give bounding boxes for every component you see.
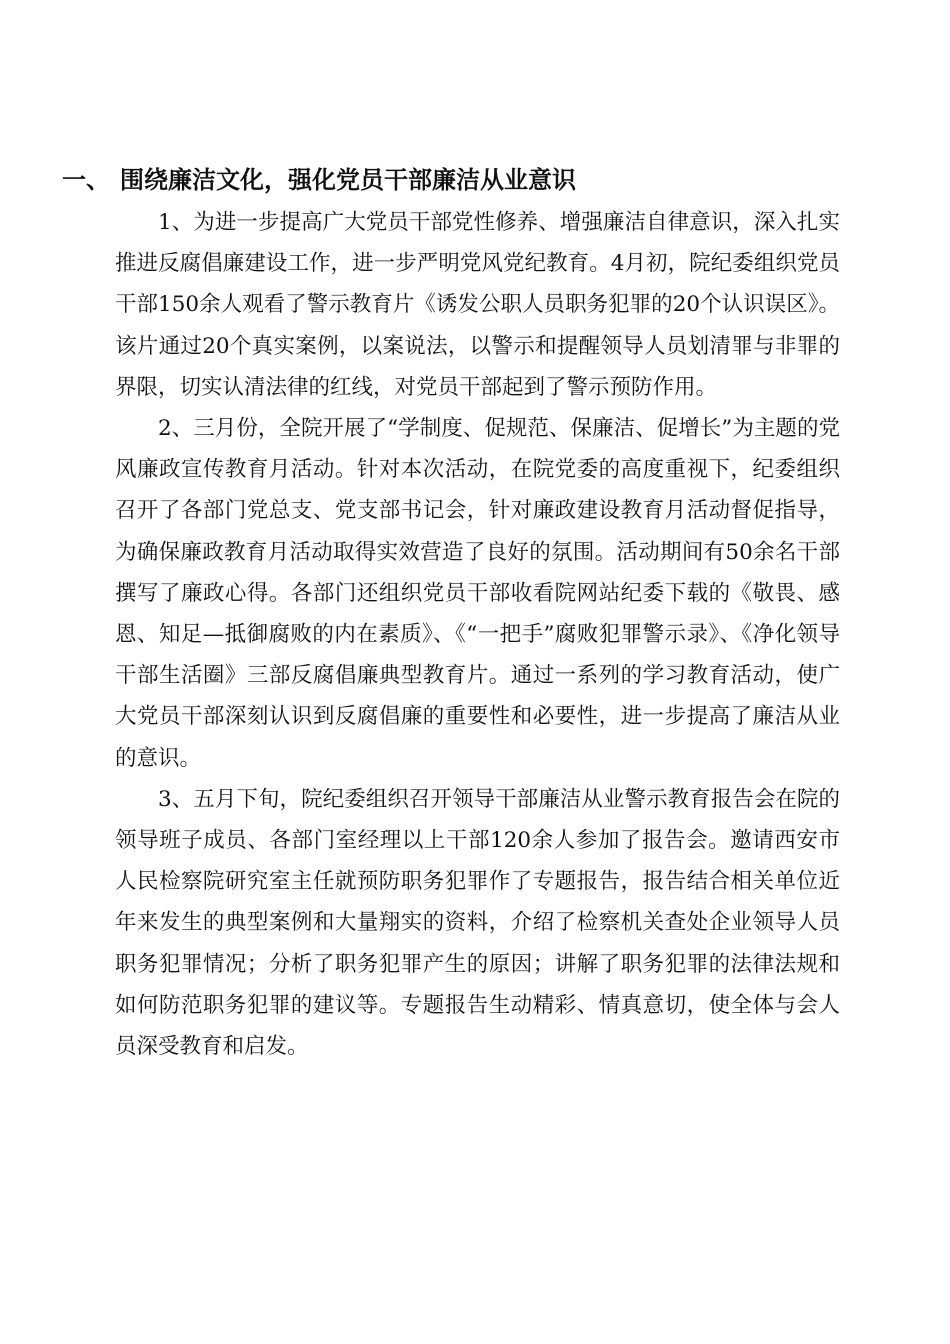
section-heading — [62, 160, 882, 200]
paragraph-1: 1、为进一步提高广大党员干部党性修养、增强廉洁自律意识，深入扎实推进反腐倡廉建设工作，进一步严明党风党纪教育。4月初，院纪委组织党员干部150余人观看了警示教育片《诱发公职人员职务犯罪的20个认识误区》。该片通过20个真实案例，以案说法，以警示和提醒领导人员划清罪与非罪的界限，切实认清法律的红线，对党员干部起到了警示预防作用。 — [115, 210, 840, 400]
section-body — [115, 202, 840, 1067]
section-title: 围绕廉洁文化，强化党员干部廉洁从业意识 — [120, 166, 576, 194]
paragraph-2: 2、三月份，全院开展了“学制度、促规范、保廉洁、促增长”为主题的党风廉政宣传教育月活动。针对本次活动，在院党委的高度重视下，纪委组织召开了各部门党总支、党支部书记会，针对廉政建设教育月活动督促指导，为确保廉政教育月活动取得实效营造了良好的氛围。活动期间有50余名干部撰写了廉政心得。各部门还组织党员干部收看院网站纪委下载的《敬畏、感恩、知足—抵御腐败的内在素质》、《“一把手”腐败犯罪警示录》、《净化领导干部生活圈》三部反腐倡廉典型教育片。通过一系列的学习教育活动，使广大党员干部深刻认识到反腐倡廉的重要性和必要性，进一步提高了廉洁从业的意识。 — [115, 416, 840, 771]
section-number: 一、 — [62, 166, 110, 194]
paragraph-3: 3、五月下旬，院纪委组织召开领导干部廉洁从业警示教育报告会在院的领导班子成员、各部门室经理以上干部120余人参加了报告会。邀请西安市人民检察院研究室主任就预防职务犯罪作了专题报告，报告结合相关单位近年来发生的典型案例和大量翔实的资料，介绍了检察机关查处企业领导人员职务犯罪情况；分析了职务犯罪产生的原因；讲解了职务犯罪的法律法规和如何防范职务犯罪的建议等。专题报告生动精彩、情真意切，使全体与会人员深受教育和启发。 — [115, 786, 840, 1060]
